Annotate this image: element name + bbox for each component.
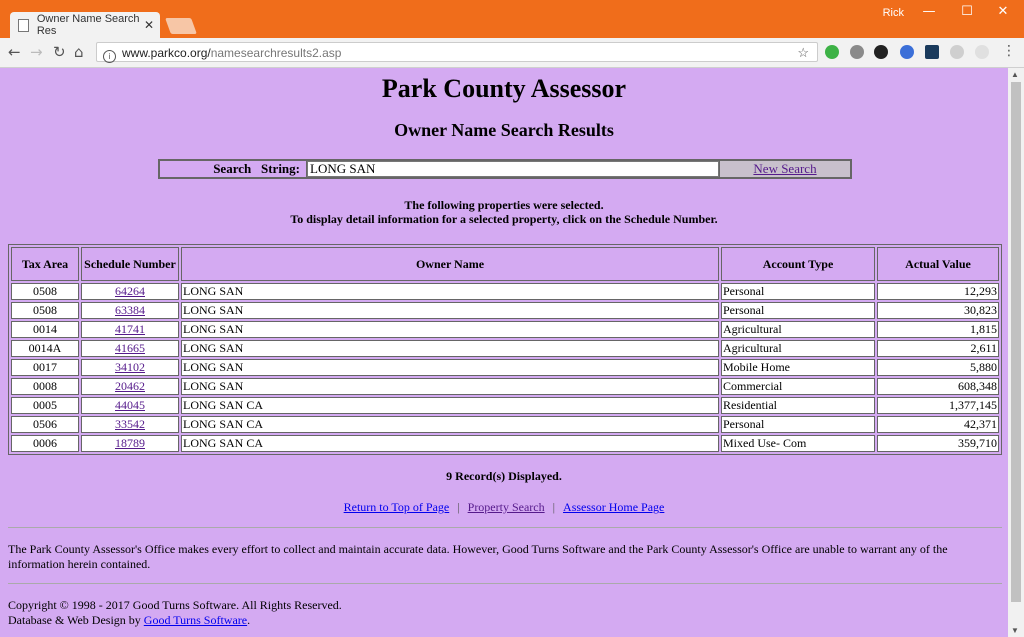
owner-name-cell: LONG SAN <box>181 283 719 300</box>
search-label: Search String: <box>160 161 307 177</box>
account-type-cell: Agricultural <box>721 321 875 338</box>
separator: | <box>552 500 556 514</box>
new-tab-button[interactable] <box>165 18 197 34</box>
notice-line: To display detail information for a selected property, click on the Schedule Number. <box>290 212 718 226</box>
page-title: Park County Assessor <box>381 74 627 103</box>
extension-icon[interactable] <box>825 45 839 59</box>
table-row <box>11 283 999 300</box>
schedule-number-link[interactable]: 18789 <box>115 436 145 450</box>
account-type-cell: Agricultural <box>721 340 875 357</box>
table-row <box>11 416 999 433</box>
tax-area-cell: 0014A <box>11 340 79 357</box>
menu-icon[interactable]: ⋮ <box>1002 43 1016 59</box>
copyright-block <box>8 598 342 628</box>
account-type-cell: Commercial <box>721 378 875 395</box>
schedule-number-link[interactable]: 41741 <box>115 322 145 336</box>
owner-name-cell: LONG SAN <box>181 359 719 376</box>
table-header-row <box>11 247 999 281</box>
disclaimer-text: The Park County Assessor's Office makes every effort to collect and maintain accurate data. However, Good Turns Software and the Park County Assessor's Office are unable to warrant any of the information herein contained. <box>8 542 948 571</box>
owner-name-cell: LONG SAN CA <box>181 416 719 433</box>
schedule-cell <box>81 416 179 433</box>
column-header: Tax Area <box>11 247 79 281</box>
table-row <box>11 435 999 452</box>
tax-area-cell: 0014 <box>11 321 79 338</box>
forward-arrow-icon[interactable]: → <box>30 43 43 61</box>
actual-value-cell: 1,377,145 <box>877 397 999 414</box>
extension-icon[interactable] <box>900 45 914 59</box>
schedule-cell <box>81 378 179 395</box>
schedule-cell <box>81 302 179 319</box>
schedule-number-link[interactable]: 44045 <box>115 398 145 412</box>
page-icon <box>18 19 29 32</box>
url-host: www.parkco.org/ <box>122 46 211 60</box>
owner-name-cell: LONG SAN <box>181 378 719 395</box>
browser-toolbar <box>0 38 1024 68</box>
search-input[interactable] <box>307 161 719 177</box>
good-turns-link[interactable]: Good Turns Software <box>143 613 248 627</box>
copyright-text: Copyright © 1998 - 2017 Good Turns Software. All Rights Reserved. <box>8 598 342 612</box>
account-type-cell: Personal <box>721 283 875 300</box>
actual-value-cell: 12,293 <box>877 283 999 300</box>
actual-value-cell: 608,348 <box>877 378 999 395</box>
extension-icon[interactable] <box>850 45 864 59</box>
actual-value-cell: 359,710 <box>877 435 999 452</box>
table-row <box>11 359 999 376</box>
extension-icon[interactable] <box>874 45 888 59</box>
account-type-cell: Mixed Use- Com <box>721 435 875 452</box>
extension-icon[interactable] <box>950 45 964 59</box>
close-tab-icon[interactable]: ✕ <box>143 18 154 32</box>
actual-value-cell: 1,815 <box>877 321 999 338</box>
actual-value-cell: 30,823 <box>877 302 999 319</box>
close-window-icon[interactable]: ✕ <box>997 4 1009 19</box>
tab-title: Owner Name Search Res <box>36 13 140 37</box>
new-search-cell <box>719 161 850 177</box>
browser-tab[interactable] <box>10 12 160 38</box>
design-suffix: . <box>247 613 251 627</box>
actual-value-cell: 2,611 <box>877 340 999 357</box>
url-path: namesearchresults2.asp <box>210 46 342 60</box>
table-row <box>11 302 999 319</box>
schedule-cell <box>81 435 179 452</box>
results-notice <box>0 198 1008 226</box>
profile-name[interactable]: Rick <box>882 7 904 19</box>
owner-name-cell: LONG SAN <box>181 340 719 357</box>
assessor-home-link[interactable]: Assessor Home Page <box>563 500 665 514</box>
account-type-cell: Residential <box>721 397 875 414</box>
schedule-number-link[interactable]: 20462 <box>115 379 145 393</box>
table-row <box>11 397 999 414</box>
schedule-cell <box>81 283 179 300</box>
home-icon[interactable]: ⌂ <box>74 43 84 61</box>
return-top-link[interactable]: Return to Top of Page <box>343 500 450 514</box>
schedule-cell <box>81 321 179 338</box>
property-search-link[interactable]: Property Search <box>467 500 545 514</box>
table-row <box>11 378 999 395</box>
notice-line: The following properties were selected. <box>404 198 604 212</box>
divider <box>8 583 1002 584</box>
scroll-up-icon[interactable]: ▲ <box>1011 70 1019 79</box>
owner-name-cell: LONG SAN CA <box>181 435 719 452</box>
account-type-cell: Mobile Home <box>721 359 875 376</box>
schedule-number-link[interactable]: 63384 <box>115 303 145 317</box>
schedule-number-link[interactable]: 34102 <box>115 360 145 374</box>
divider <box>8 527 1002 528</box>
column-header: Schedule Number <box>81 247 179 281</box>
table-row <box>11 321 999 338</box>
tax-area-cell: 0506 <box>11 416 79 433</box>
records-count: 9 Record(s) Displayed. <box>446 469 562 483</box>
design-credit <box>8 613 342 628</box>
results-table <box>8 244 1002 455</box>
search-form <box>158 159 852 179</box>
tax-area-cell: 0005 <box>11 397 79 414</box>
page-content <box>0 68 1008 637</box>
separator: | <box>457 500 460 514</box>
extension-icon[interactable] <box>925 45 939 59</box>
schedule-cell <box>81 397 179 414</box>
info-icon[interactable]: i <box>103 50 116 63</box>
footer-links <box>0 500 1008 515</box>
schedule-number-link[interactable]: 64264 <box>115 284 145 298</box>
column-header: Actual Value <box>877 247 999 281</box>
column-header: Owner Name <box>181 247 719 281</box>
page-subtitle: Owner Name Search Results <box>394 120 614 140</box>
schedule-number-link[interactable]: 33542 <box>115 417 145 431</box>
actual-value-cell: 5,880 <box>877 359 999 376</box>
table-row <box>11 340 999 357</box>
browser-titlebar <box>0 0 1024 38</box>
maximize-icon[interactable]: ☐ <box>961 4 973 19</box>
owner-name-cell: LONG SAN CA <box>181 397 719 414</box>
account-type-cell: Personal <box>721 302 875 319</box>
new-search-link[interactable]: New Search <box>753 161 817 176</box>
schedule-cell <box>81 359 179 376</box>
tax-area-cell: 0006 <box>11 435 79 452</box>
scroll-down-icon[interactable]: ▼ <box>1011 626 1019 635</box>
minimize-icon[interactable]: — <box>922 4 936 19</box>
actual-value-cell: 42,371 <box>877 416 999 433</box>
schedule-cell <box>81 340 179 357</box>
bookmark-star-icon[interactable]: ☆ <box>797 45 809 60</box>
address-bar[interactable] <box>96 42 818 62</box>
schedule-number-link[interactable]: 41665 <box>115 341 145 355</box>
owner-name-cell: LONG SAN <box>181 321 719 338</box>
tax-area-cell: 0017 <box>11 359 79 376</box>
design-prefix: Database & Web Design by <box>8 613 144 627</box>
scrollbar[interactable] <box>1008 68 1024 637</box>
back-arrow-icon[interactable]: ← <box>8 43 21 61</box>
owner-name-cell: LONG SAN <box>181 302 719 319</box>
tax-area-cell: 0508 <box>11 302 79 319</box>
scrollbar-thumb[interactable] <box>1011 82 1021 602</box>
reload-icon[interactable]: ↻ <box>53 43 66 61</box>
tax-area-cell: 0508 <box>11 283 79 300</box>
column-header: Account Type <box>721 247 875 281</box>
account-type-cell: Personal <box>721 416 875 433</box>
extension-icon[interactable] <box>975 45 989 59</box>
tax-area-cell: 0008 <box>11 378 79 395</box>
